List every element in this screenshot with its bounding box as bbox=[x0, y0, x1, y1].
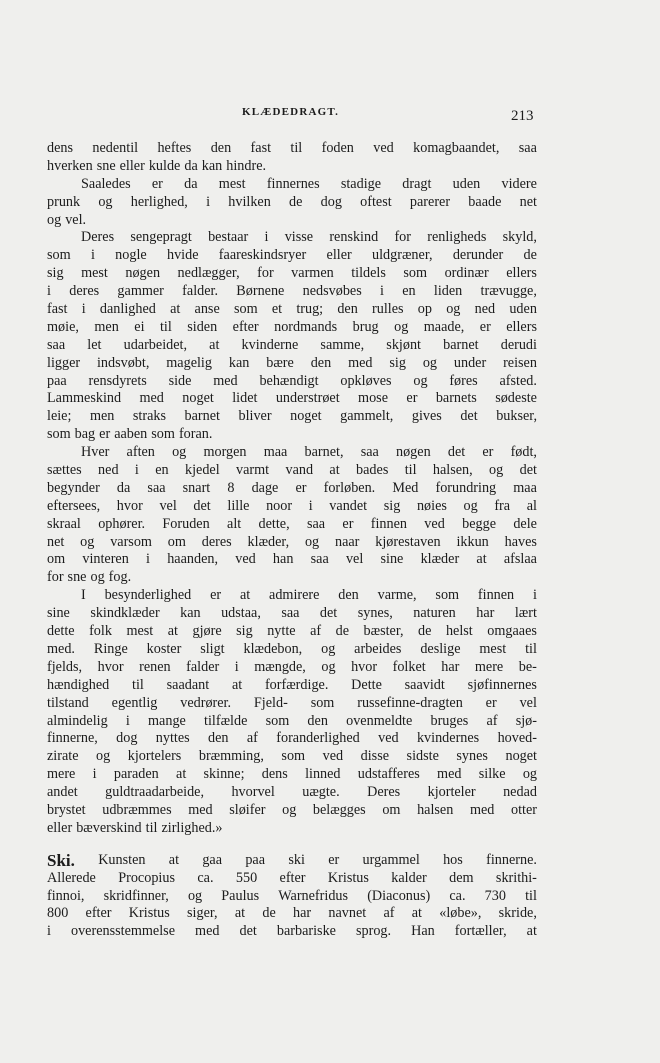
paragraph-5-line: almindelig i mange tilfælde som den ovenmeldte bruges af sjø- bbox=[47, 712, 537, 729]
paragraph-5-line: mere i paraden at skinne; dens linned udstafferes med silke og bbox=[47, 766, 537, 783]
paragraph-3-line: ligger indsvøbt, magelig kan bære den med sig og under reisen bbox=[47, 354, 537, 371]
paragraph-2-line: prunk og herlighed, i hvilken de dog oftest parerer baade net bbox=[47, 193, 537, 210]
paragraph-5-line: tilstand egentlig vedrører. Fjeld- som russefinne-dragten er vel bbox=[47, 694, 537, 711]
paragraph-4-line: for sne og fog. bbox=[47, 569, 132, 586]
paragraph-4-line: om vinteren i haanden, ved han saa vel sine klæder at afslaa bbox=[47, 551, 537, 568]
paragraph-4-line: sættes ned i en kjedel varmt vand at bades til halsen, og det bbox=[47, 462, 537, 479]
paragraph-3-line: i deres gammer falder. Børnene nedsvøbes i en liden trævugge, bbox=[47, 283, 537, 300]
paragraph-2-line: Saaledes er da mest finnernes stadige dragt uden videre bbox=[81, 175, 537, 192]
paragraph-3-line: saa let udarbeidet, at kvinderne samme, skjønt barnet derudi bbox=[47, 336, 537, 353]
running-header-title: KLÆDEDRAGT. bbox=[242, 106, 340, 118]
paragraph-4-line: Hver aften og morgen maa barnet, saa nøgen det er født, bbox=[81, 444, 537, 461]
paragraph-4-line: begynder da saa snart 8 dage er forløben. Med forundring maa bbox=[47, 479, 537, 496]
ski-section-line: Allerede Procopius ca. 550 efter Kristus kalder dem skrithi- bbox=[47, 869, 537, 886]
paragraph-5-line: med. Ringe koster sligt klædebon, og arbeides deslige mest til bbox=[47, 640, 537, 657]
paragraph-3-line: som i nogle hvide faareskindsryer eller uldgræner, derunder de bbox=[47, 247, 537, 264]
paragraph-4-line: eftersees, hvor vel det lille noor i vandet sig nøies og fra al bbox=[47, 497, 537, 514]
page-number: 213 bbox=[511, 108, 534, 124]
paragraph-3-line: fast i danlighed at anse som et trug; den rulles op og ned uden bbox=[47, 301, 537, 318]
ski-section-line: finnoi, skridfinner, og Paulus Warnefridus (Diaconus) ca. 730 til bbox=[47, 887, 537, 904]
ski-section-line: 800 efter Kristus siger, at de har navnet af at «løbe», skride, bbox=[47, 905, 537, 922]
paragraph-5-line: brystet udbræmmes med sløifer og belægges om halsen med otter bbox=[47, 801, 537, 818]
paragraph-5-line: finnerne, dog nyttes den af foranderlighed ved kvindernes hoved- bbox=[47, 730, 537, 747]
paragraph-3-line: paa rensdyrets side med behændigt opkløves og føres afsted. bbox=[47, 372, 537, 389]
paragraph-3-line: som bag er aaben som foran. bbox=[47, 426, 213, 443]
paragraph-5-line: sine skindklæder kan udstaa, saa det synes, naturen har lært bbox=[47, 605, 537, 622]
body-text bbox=[47, 140, 537, 941]
section-heading: Ski. bbox=[47, 850, 75, 870]
paragraph-4-line: net og varsom om deres klæder, og naar kjørestaven ikkun haves bbox=[47, 533, 537, 550]
paragraph-5-line: andet guldtraadarbeide, hvorvel uægte. Deres kjorteler nedad bbox=[47, 784, 537, 801]
paragraph-3-line: Lammeskind med noget lidet understrøet mose er barnets sødeste bbox=[47, 390, 537, 407]
paragraph-3-line: sig mest nøgen nedlægger, for varmen tildels som ordinær ellers bbox=[47, 265, 537, 282]
paragraph-1-line: dens nedentil heftes den fast til foden ved komagbaandet, saa bbox=[47, 140, 537, 156]
paragraph-5-line: zirate og kjortelers bræmming, som ved disse sidste synes noget bbox=[47, 748, 537, 765]
paragraph-5-line: hændighed til saadant at forfærdige. Dette saavidt sjøfinnernes bbox=[47, 676, 537, 693]
paragraph-3-line: Deres sengepragt bestaar i visse renskind for renligheds skyld, bbox=[81, 229, 537, 246]
paragraph-1-line: hverken sne eller kulde da kan hindre. bbox=[47, 157, 267, 174]
paragraph-3-line: møie, men ei til siden efter nordmands brug og maade, er ellers bbox=[47, 318, 537, 335]
paragraph-4-line: skraal ophører. Foruden alt dette, saa er finnen ved begge dele bbox=[47, 515, 537, 532]
paragraph-5-line: eller bæverskind til zirlighed.» bbox=[47, 819, 223, 836]
paragraph-2-line: og vel. bbox=[47, 211, 87, 228]
paragraph-3-line: leie; men straks barnet bliver noget gammelt, gives det bukser, bbox=[47, 408, 537, 425]
ski-section-line: Ski. Kunsten at gaa paa ski er urgammel hos finnerne. bbox=[47, 850, 537, 870]
paragraph-5-line: I besynderlighed er at admirere den varme, som finnen i bbox=[81, 587, 537, 604]
paragraph-5-line: dette folk mest at gjøre sig nytte af de bæster, de helst omgaaes bbox=[47, 623, 537, 640]
ski-section-line: i overensstemmelse med det barbariske sprog. Han fortæller, at bbox=[47, 923, 537, 940]
paragraph-5-line: fjelds, hvor renen falder i mængde, og hvor folket har mere be- bbox=[47, 658, 537, 675]
